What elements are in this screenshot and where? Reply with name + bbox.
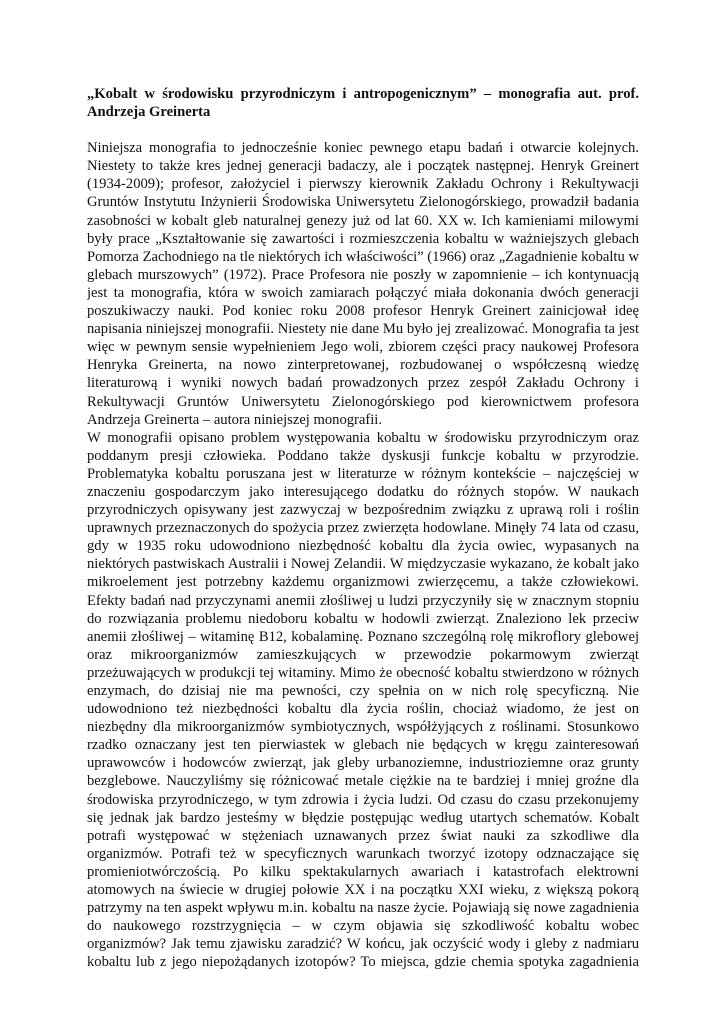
paragraph-line: patrzymy na ten aspekt wpływu m.in. kobaltu na nasze życie. Pojawiają się nowe zagadnienia xyxy=(87,900,639,917)
paragraph-line: potrafi występować w stężeniach uznawanych przez świat nauki za szkodliwe dla xyxy=(87,827,639,844)
paragraph-line: napisania niniejszej monografii. Niestety nie dane Mu było jej zrealizować. Monografia ta jest xyxy=(87,321,639,338)
paragraph-line: jest ta monografia, która w swoich zamiarach połączyć miała dokonania dwóch generacji xyxy=(87,284,639,301)
paragraph-line: niektórych pastwiskach Australii i Nowej Zelandii. W międzyczasie wykazano, że kobalt jako xyxy=(87,556,639,573)
paragraph-line: niezbędny dla mikroorganizmów symbiotycznych, współżyjących z roślinami. Stosunkowo xyxy=(87,719,639,736)
paragraph-line: poszukiwaczy nauki. Pod koniec roku 2008 profesor Henryk Greinert zainicjował ideę xyxy=(87,303,639,320)
paragraph-line: do naukowego rozstrzygnięcia – w czym objawia się szkodliwość kobaltu wobec xyxy=(87,918,639,935)
title-line: „Kobalt w środowisku przyrodniczym i antropogenicznym” – monografia aut. prof. xyxy=(87,86,639,102)
paragraph-line: atomowych na świecie w drugiej połowie XX i na początku XXI wieku, z większą pokorą xyxy=(87,882,639,899)
paragraph-line: udowodniono też niezbędności kobaltu dla życia roślin, chociaż wiadomo, że jest on xyxy=(87,701,639,718)
paragraph-monograph-content xyxy=(87,429,639,972)
paragraph-line: uprawnych przeznaczonych do spożycia przez zwierzęta hodowlane. Minęły 74 lata od czasu, xyxy=(87,520,639,537)
paragraph-line: zasobności w kobalt gleb naturalnej genezy już od lat 60. XX w. Ich kamieniami milowymi xyxy=(87,212,639,229)
paragraph-line: Rekultywacji Gruntów Uniwersytetu Zielonogórskiego pod kierownictwem profesora xyxy=(87,393,639,410)
paragraph-line: glebach murszowych” (1972). Prace Profesora nie poszły w zapomnienie – ich kontynuacją xyxy=(87,266,639,283)
paragraph-line: oraz mikroorganizmów zamieszkujących w przewodzie pokarmowym zwierząt xyxy=(87,646,639,663)
paragraph-line: Henryka Greinerta, na nowo zinterpretowanej, rozbudowanej o współczesną wiedzę xyxy=(87,357,639,374)
paragraph-line: anemii złośliwej – witaminę B12, kobalaminę. Poznano szczególną rolę mikroflory glebowej xyxy=(87,628,639,645)
paragraph-introduction xyxy=(87,139,639,429)
title-line: Andrzeja Greinerta xyxy=(87,104,211,121)
paragraph-line: poddanym presji człowieka. Poddano także dyskusji funkcje kobaltu w przyrodzie. xyxy=(87,447,639,464)
paragraph-line: przyrodniczych opisywany jest zazwyczaj w bezpośrednim związku z uprawą roli i roślin xyxy=(87,502,639,519)
paragraph-line: Niniejsza monografia to jednocześnie koniec pewnego etapu badań i otwarcie kolejnych. xyxy=(87,140,639,157)
paragraph-line: W monografii opisano problem występowania kobaltu w środowisku przyrodniczym oraz xyxy=(87,429,639,446)
paragraph-line: rzadko oznaczany jest ten pierwiastek w glebach nie będących w kręgu zainteresowań xyxy=(87,737,639,754)
paragraph-line: uprawowców i hodowców zwierząt, jak gleby urbanoziemne, industrioziemne oraz grunty xyxy=(87,755,639,772)
paragraph-line: Andrzeja Greinerta – autora niniejszej monografii. xyxy=(87,411,382,428)
paragraph-line: znaczeniu gospodarczym jako interesującego dodatku do różnych stopów. W naukach xyxy=(87,483,639,500)
paragraph-line: Niestety to także kres jednej generacji badaczy, ale i początek następnej. Henryk Greinert xyxy=(87,158,639,175)
paragraph-line: więc w pewnym sensie wypełnieniem Jego woli, zbiorem części pracy naukowej Profesora xyxy=(87,339,639,356)
paragraph-line: Gruntów Instytutu Inżynierii Środowiska Uniwersytetu Zielonogórskiego, prowadził badania xyxy=(87,194,639,211)
paragraph-line: przeżuwających w produkcji tej witaminy. Mimo że obecność kobaltu stwierdzono w różnych xyxy=(87,664,639,681)
paragraph-line: gdy w 1935 roku udowodniono niezbędność kobaltu dla życia owiec, wypasanych na xyxy=(87,538,639,555)
paragraph-line: do rozwiązania problemu niedoboru kobaltu w hodowli zwierząt. Znaleziono lek przeciw xyxy=(87,610,639,627)
document-title xyxy=(87,85,639,121)
paragraph-line: promieniotwórczością. Po kilku spektakularnych awariach i katastrofach elektrowni xyxy=(87,863,639,880)
paragraph-line: mikroelement jest potrzebny każdemu organizmowi zwierzęcemu, a także człowiekowi. xyxy=(87,574,639,591)
paragraph-line: literaturową i wyniki nowych badań prowadzonych przez zespół Zakładu Ochrony i xyxy=(87,375,639,392)
paragraph-line: bezglebowe. Nauczyliśmy się różnicować metale ciężkie na te bardziej i mniej groźne dla xyxy=(87,773,639,790)
paragraph-line: się jednak jak bardzo jesteśmy w błędzie postępując według utartych schematów. Kobalt xyxy=(87,809,639,826)
paragraph-line: kobaltu lub z jego niepożądanych izotopów? To miejsca, gdzie chemia spotyka zagadnienia xyxy=(87,954,639,971)
paragraph-line: Problematyka kobaltu poruszana jest w literaturze w różnym kontekście – najczęściej w xyxy=(87,465,639,482)
paragraph-line: (1934-2009); profesor, założyciel i pierwszy kierownik Zakładu Ochrony i Rekultywacji xyxy=(87,176,639,193)
paragraph-line: środowiska przyrodniczego, w tym zdrowia i życia ludzi. Od czasu do czasu przekonujemy xyxy=(87,791,639,808)
paragraph-line: Efekty badań nad przyczynami anemii złośliwej u ludzi przyczyniły się w znacznym stopniu xyxy=(87,592,639,609)
paragraph-line: były prace „Kształtowanie się zawartości i rozmieszczenia kobaltu w ważniejszych glebach xyxy=(87,230,639,247)
paragraph-line: Pomorza Zachodniego na tle niektórych ich właściwości” (1966) oraz „Zagadnienie kobaltu w xyxy=(87,248,639,265)
paragraph-line: organizmów. Potrafi też w specyficznych warunkach tworzyć izotopy odznaczające się xyxy=(87,845,639,862)
paragraph-line: enzymach, do dzisiaj nie ma pewności, czy spełnia on w nich rolę specyficzną. Nie xyxy=(87,683,639,699)
paragraph-line: organizmów? Jak temu zjawisku zaradzić? W końcu, jak oczyścić wody i gleby z nadmiaru xyxy=(87,936,639,953)
